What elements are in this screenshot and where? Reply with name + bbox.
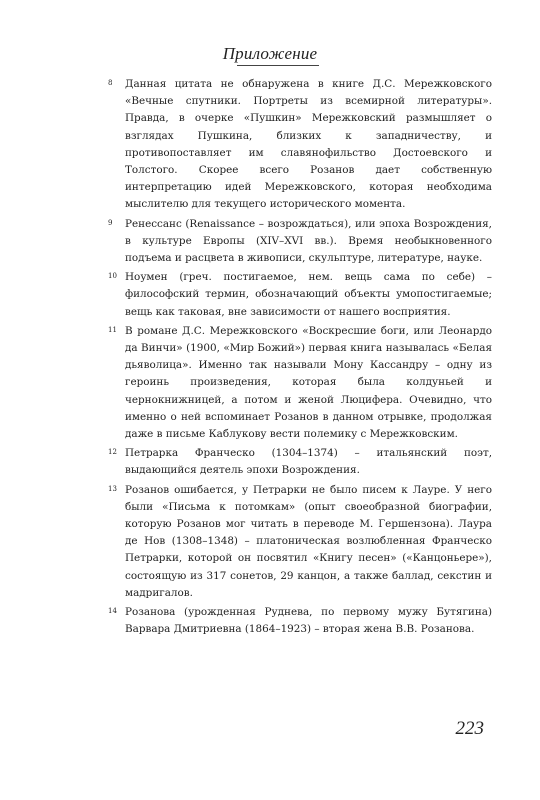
endnote-text: Розанова (урожденная Руднева, по первому мужу Бутягина) Варвара Дмитриевна (1864–1923) – вторая жена В.В. Розанова.	[125, 606, 492, 636]
endnote-10	[98, 269, 492, 321]
running-title: Приложение	[222, 44, 318, 63]
endnote-text: Данная цитата не обнаружена в книге Д.С. Мережковского «Вечные спутники. Портреты из всемирной литературы». Правда, в очерке «Пушкин» Мережковский размышляет о взглядах Пушкина, близких к западничеству, и противопоставляет им славянофильство Достоевского и Толстого. Скорее всего Розанов дает собственную интерпретацию идей Мережковского, которая необходима мыслителю для текущего исторического момента.	[125, 78, 492, 211]
endnote-text: Розанов ошибается, у Петрарки не было писем к Лауре. У него были «Письма к потомкам» (опыт своеобразной биографии, которую Розанов мог читать в переводе М. Гершензона). Лаура де Нов (1308–1348) – платоническая возлюбленная Франческо Петрарки, которой он посвятил «Книгу песен» («Канцоньере»), состоящую из 317 сонетов, 29 канцон, а также баллад, секстин и мадригалов.	[125, 483, 492, 599]
endnote-13	[98, 482, 492, 602]
endnote-number: 11	[108, 325, 117, 334]
page-number: 223	[455, 718, 484, 739]
endnote-number: 9	[108, 218, 113, 227]
endnote-number: 10	[108, 272, 117, 281]
header-rule	[237, 65, 319, 66]
endnote-14	[98, 604, 492, 638]
endnote-text: Петрарка Франческо (1304–1374) – итальянский поэт, выдающийся деятель эпохи Возрождения.	[125, 447, 492, 477]
endnote-8	[98, 76, 492, 214]
endnote-number: 13	[108, 484, 117, 493]
endnote-text: Ренессанс (Renaissance – возрождаться), или эпоха Возрождения, в культуре Европы (XIV–XVI вв.). Время необыкновенного подъема и расцвета в живописи, скульптуре, литературе, науке.	[125, 217, 492, 265]
endnote-number: 8	[108, 79, 113, 87]
endnote-11	[98, 323, 492, 443]
endnote-number: 12	[108, 448, 117, 457]
endnote-number: 14	[108, 607, 117, 616]
endnotes-list	[98, 76, 492, 641]
endnote-9	[98, 216, 492, 268]
endnote-12	[98, 445, 492, 479]
endnote-text: Ноумен (греч. постигаемое, нем. вещь сама по себе) – философский термин, обозначающий объекты умопостигаемые; вещь как таковая, вне зависимости от нашего восприятия.	[125, 271, 492, 318]
endnote-text: В романе Д.С. Мережковского «Воскресшие боги, или Леонардо да Винчи» (1900, «Мир Божий») первая книга называлась «Белая дьяволица». Именно так называли Мону Кассандру – одну из героинь произведения, которая была колдуньей и чернокнижницей, а потом и женой Люцифера. Очевидно, что именно о ней вспоминает Розанов в данном отрывке, продолжая даже в письме Каблукову вести полемику с Мережковским.	[125, 324, 492, 441]
